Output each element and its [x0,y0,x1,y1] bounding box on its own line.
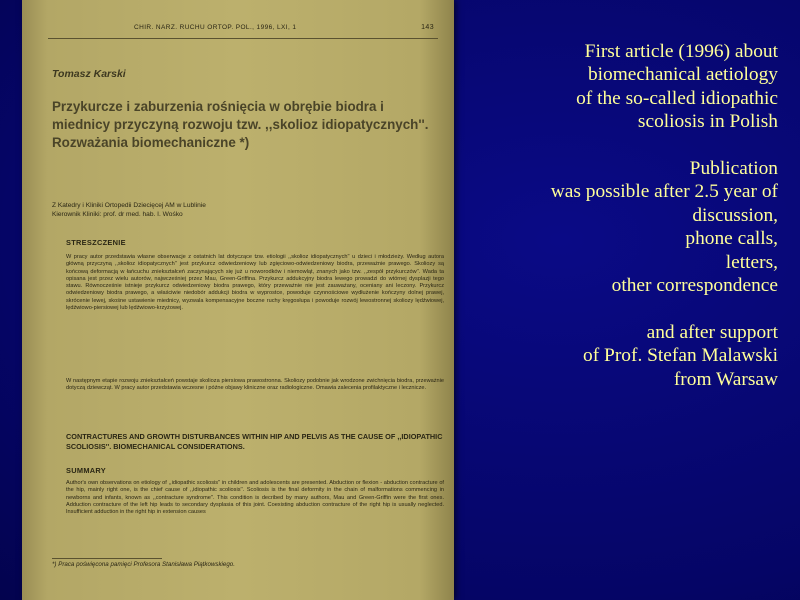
summary-heading: SUMMARY [66,466,107,475]
header-rule [48,38,438,39]
caption-line: Publication [689,158,778,180]
affiliation-line: Z Katedry i Kliniki Ortopedii Dziecięcej AM w Lublinie [52,202,206,209]
caption-line: from Warsaw [673,368,778,390]
caption-line: was possible after 2.5 year of [550,181,778,203]
english-title: CONTRACTURES AND GROWTH DISTURBANCES WITHIN HIP AND PELVIS AS THE CAUSE OF ,,IDIOPATHIC SCOLIOSIS''. BIOMECHANICAL CONSIDERATIONS. [66,432,443,451]
caption-line: First article (1996) about [584,41,778,62]
journal-citation: CHIR. NARZ. RUCHU ORTOP. POL., 1996, LXI, 1 [134,24,297,31]
caption-line: discussion, [692,204,778,226]
caption-line: scoliosis in Polish [637,111,778,133]
affiliation [52,201,442,219]
caption-line: letters, [725,251,778,273]
abstract-paragraph-1: W pracy autor przedstawia własne obserwacje z ostatnich lat dotyczące tzw. etiologii ,,skolioz idiopatycznych'' u dzieci i młodzieży. Według autora główną przyczyną ,,skolioz idiopatycznych'' jest przykurcz odwiedzeniowy lub zgięciowo-odwiedzeniowy biodra, przeważnie prawego. Skoliozy są końcową deformacją w łańcuchu zniekształceń zaczynających się już u noworodków i niemowląt, znanych jako tzw. ,,zespół przykurczów''. Wada ta opisana jest przez wielu autorów, najwcześniej przez Mau, Green-Griffina. Przykurcz addukcyjny biodra lewego prowadzi do wtórnej dysplazji tego stawu. Równocześnie istnieje przykurcz odwiedzeniowy biodra prawego, który przeważnie nie jest zauważany, oceniany ani leczony. Przykurcz odwiedzeniowy biodra prawego, a właściwie niedobór addukcji biodra w wyprostce, powoduje czynnościowe wydłużenie kończyny dolnej prawej, skrócenie lewej, skośne ustawienie miednicy, wyzwala kompensacyjne boczne ruchy kręgosłupa i powoduje rozwój lewostronnej skoliozy lędźwiowej, lędźwiowo-piersiowej lub lędźwiowo-krzyżowej. [66,254,444,312]
abstract-paragraph-2: W następnym etapie rozwoju zniekształceń powstaje skolioza piersiowa prawostronna. Skoliozy podobnie jak wrodzone zwichnięcia biodra, przeważnie dotyczą dziewcząt. W pracy autor przedstawia wczesne i późne objawy kliniczne oraz radiologiczne. Omawia zalecenia profilaktyczne i lecznicze. [66,378,444,392]
article-title: Przykurcze i zaburzenia rośnięcia w obrębie biodra i miednicy przyczyną rozwoju tzw. ,,skolioz idiopatycznych''. Rozważania biomechaniczne *) [52,99,429,150]
scanned-article-page [22,0,454,600]
summary-paragraph: Author's own observations on etiology of ,,idiopathic scoliosis'' in children and adolescents are presented. Abduction or flexion - abduction contracture of the hip, mainly right one, is the chief cause of ,,idiopathic scoliosis''. Scoliosis is the final deformity in the chain of malformations commencing in newborns and infants, known as ,,contracture syndrome''. This condition is decribed by many authors, Mau and Green-Griffin were the first ones. Adduction contracture of the left hip leads to secondary dysplasia of this joint. Coexisting abduction contracture of the right hip is usually neglected. Insufficient adduction in the right hip in extension causes [66,480,444,516]
page-number: 143 [421,24,434,31]
caption-line: and after support [646,321,778,343]
caption-line: other correspondence [611,275,778,297]
caption-line: biomechanical aetiology [587,64,778,86]
footnote: *) Praca poświęcona pamięci Profesora Stanisława Piątkowskiego. [52,561,235,568]
abstract-heading: STRESZCZENIE [66,238,126,247]
footnote-rule [52,558,162,559]
caption-spacer [448,134,778,157]
slide-caption [448,40,778,391]
journal-header [134,24,434,31]
caption-line: phone calls, [685,228,778,250]
head-of-clinic: Kierownik Kliniki: prof. dr med. hab. I. Wośko [52,211,183,218]
caption-line: of the so-called idiopathic [576,87,778,109]
article-author: Tomasz Karski [52,68,126,80]
caption-spacer [448,297,778,320]
caption-line: of Prof. Stefan Malawski [583,345,778,367]
